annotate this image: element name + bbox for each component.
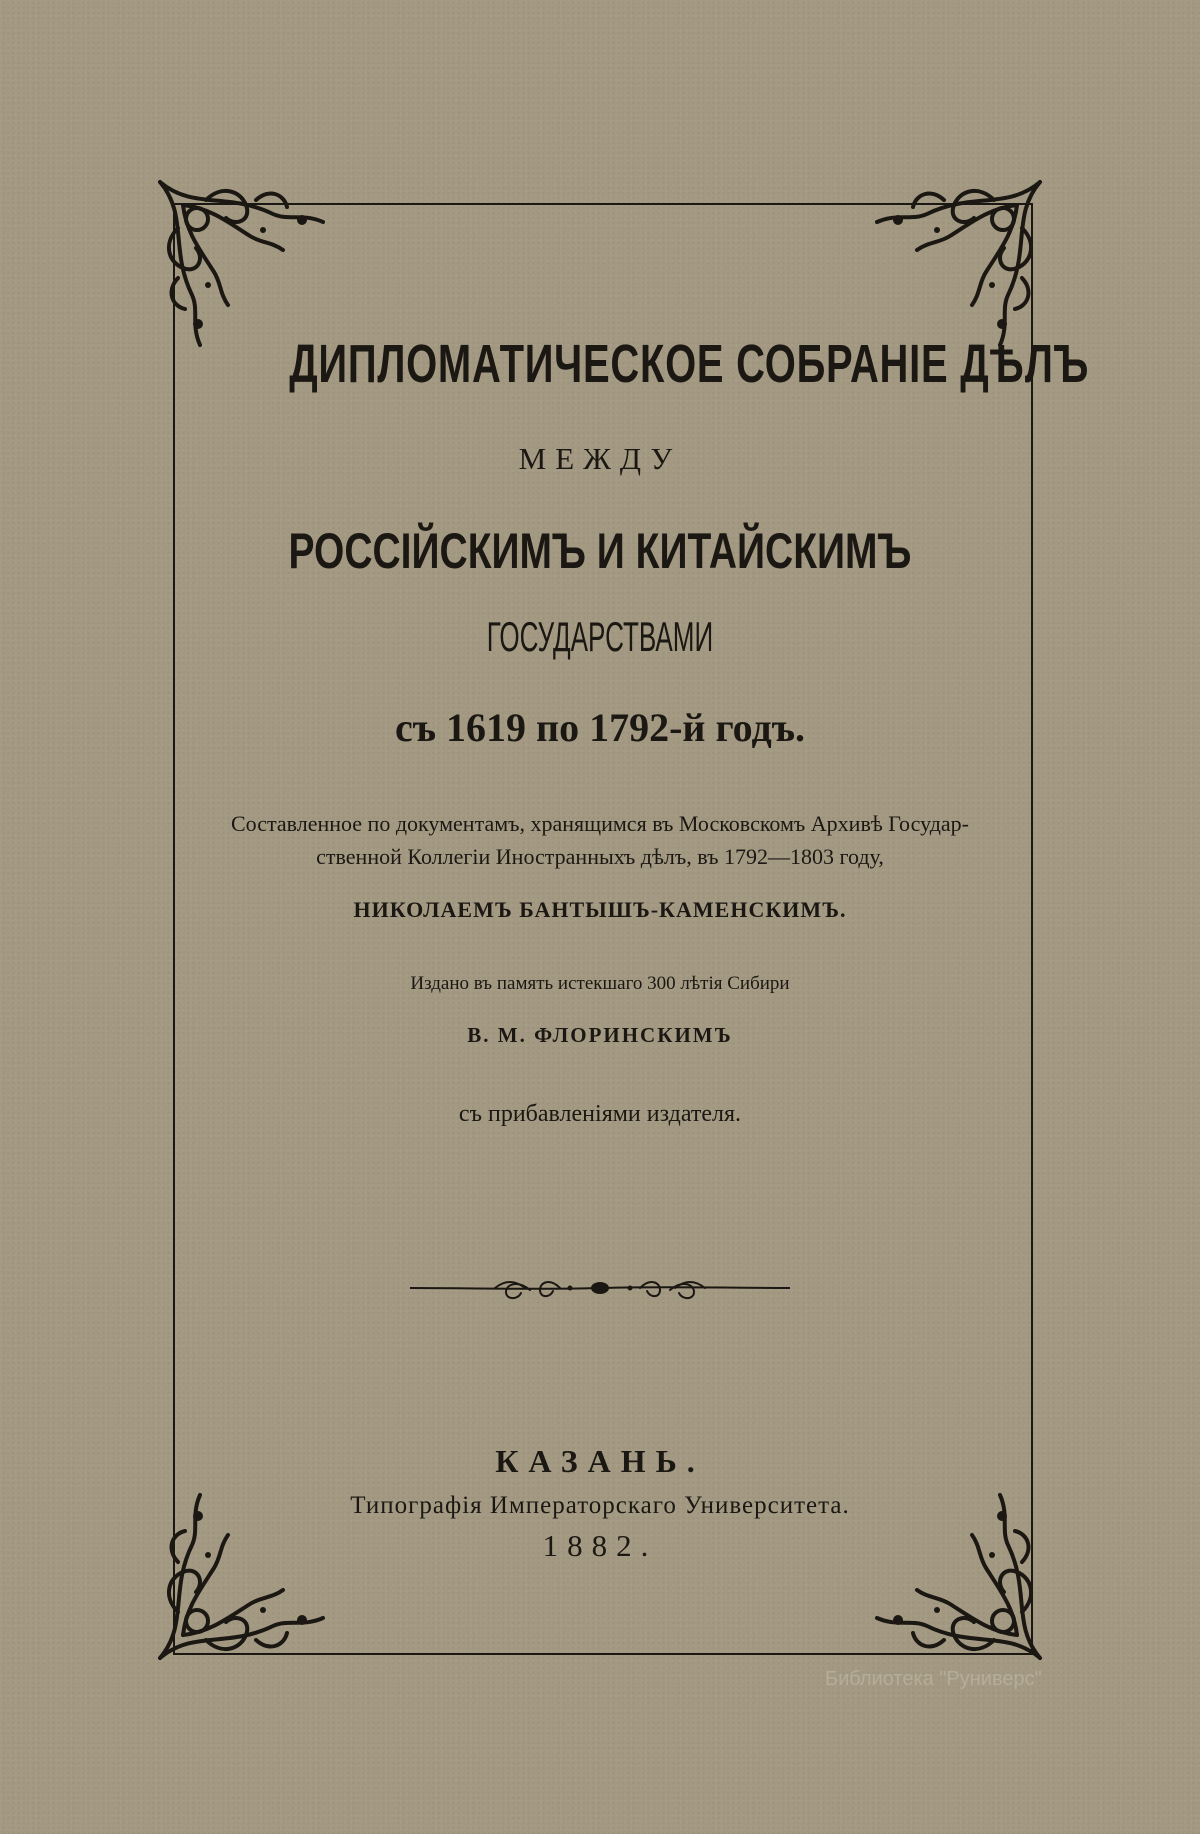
subtitle-between: МЕЖДУ [518, 441, 682, 476]
city-name: КАЗАНЬ. [495, 1443, 705, 1479]
printing-house: Типографія Императорскаго Университета. [350, 1492, 850, 1519]
subtitle-states-word: ГОСУДАРСТВАМИ [486, 613, 714, 660]
composition-note [180, 807, 1020, 873]
composition-line-1: Составленное по документамъ, хранящимся въ Московскомъ Архивѣ Государ- [231, 811, 969, 836]
subtitle-states: РОССІЙСКИМЪ И КИТАЙСКИМЪ [288, 523, 912, 579]
library-watermark: Библиотека "Руниверс" [825, 1668, 1042, 1690]
corner-ornament-icon [862, 170, 1052, 360]
scroll-divider-icon [410, 1268, 790, 1308]
page-title: ДИПЛОМАТИЧЕСКОЕ СОБРАНІЕ ДѢЛЪ [289, 334, 1090, 394]
publication-year: 1882. [542, 1528, 658, 1563]
page-border-frame [173, 203, 1090, 1655]
publisher-name: В. М. ФЛОРИНСКИМЪ [467, 1023, 733, 1047]
additions-note: съ прибавленіями издателя. [458, 1101, 742, 1127]
composition-line-2: ственной Коллегіи Иностранныхъ дѣлъ, въ 1792—1803 году, [316, 844, 884, 869]
corner-ornament-icon [148, 170, 338, 360]
publication-note: Издано въ память истекшаго 300 лѣтія Сибири [410, 973, 790, 994]
date-range: съ 1619 по 1792-й годъ. [394, 705, 806, 750]
author-name: НИКОЛАЕМЪ БАНТЫШЪ-КАМЕНСКИМЪ. [353, 897, 847, 922]
